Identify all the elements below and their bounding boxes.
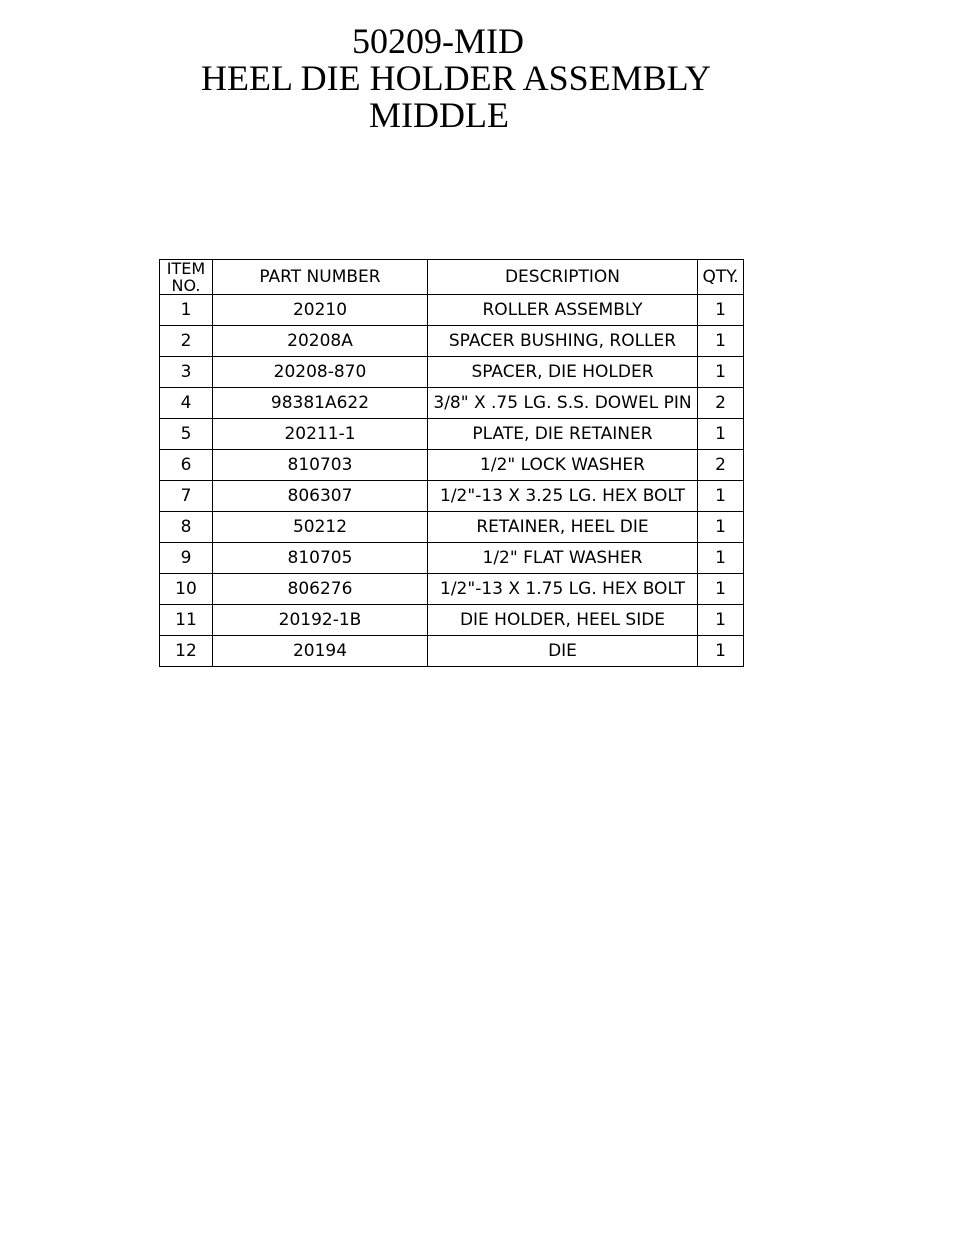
cell-description: SPACER BUSHING, ROLLER [428, 326, 698, 357]
table-row [160, 450, 744, 481]
cell-qty: 1 [698, 326, 744, 357]
cell-description: 1/2"-13 X 1.75 LG. HEX BOLT [428, 574, 698, 605]
cell-qty: 1 [698, 574, 744, 605]
cell-part-number: 806276 [213, 574, 428, 605]
cell-item-no: 8 [160, 512, 213, 543]
cell-qty: 1 [698, 419, 744, 450]
header-item-line1: ITEM [166, 259, 206, 278]
cell-part-number: 810705 [213, 543, 428, 574]
table-header [160, 260, 744, 295]
cell-qty: 1 [698, 481, 744, 512]
bill-of-materials-table [159, 259, 744, 667]
cell-part-number: 20211-1 [213, 419, 428, 450]
cell-item-no: 5 [160, 419, 213, 450]
cell-part-number: 20208A [213, 326, 428, 357]
header-item-line2: NO. [171, 276, 201, 295]
header-qty: QTY. [698, 260, 744, 295]
header-part-number: PART NUMBER [213, 260, 428, 295]
table-row [160, 574, 744, 605]
header-description: DESCRIPTION [428, 260, 698, 295]
cell-qty: 1 [698, 636, 744, 667]
cell-part-number: 810703 [213, 450, 428, 481]
table-row [160, 357, 744, 388]
cell-description: DIE [428, 636, 698, 667]
cell-item-no: 4 [160, 388, 213, 419]
cell-item-no: 2 [160, 326, 213, 357]
table-row [160, 605, 744, 636]
cell-qty: 1 [698, 543, 744, 574]
cell-part-number: 20210 [213, 295, 428, 326]
cell-description: 1/2"-13 X 3.25 LG. HEX BOLT [428, 481, 698, 512]
cell-description: SPACER, DIE HOLDER [428, 357, 698, 388]
cell-item-no: 9 [160, 543, 213, 574]
cell-item-no: 1 [160, 295, 213, 326]
cell-part-number: 20192-1B [213, 605, 428, 636]
cell-description: RETAINER, HEEL DIE [428, 512, 698, 543]
cell-part-number: 50212 [213, 512, 428, 543]
cell-qty: 1 [698, 295, 744, 326]
cell-qty: 2 [698, 450, 744, 481]
cell-part-number: 806307 [213, 481, 428, 512]
table-row [160, 388, 744, 419]
cell-description: 3/8" X .75 LG. S.S. DOWEL PIN [428, 388, 698, 419]
cell-description: 1/2" LOCK WASHER [428, 450, 698, 481]
page-title-assembly-name: HEEL DIE HOLDER ASSEMBLY [201, 58, 712, 98]
cell-qty: 1 [698, 357, 744, 388]
table-row [160, 636, 744, 667]
table-row [160, 481, 744, 512]
cell-item-no: 12 [160, 636, 213, 667]
cell-item-no: 10 [160, 574, 213, 605]
table-row [160, 543, 744, 574]
cell-item-no: 6 [160, 450, 213, 481]
cell-qty: 1 [698, 605, 744, 636]
page-title-part-number: 50209-MID [352, 21, 524, 61]
table-header-row [160, 260, 744, 295]
table-row [160, 419, 744, 450]
cell-description: ROLLER ASSEMBLY [428, 295, 698, 326]
table-body [160, 295, 744, 667]
table-row [160, 295, 744, 326]
cell-qty: 2 [698, 388, 744, 419]
cell-description: PLATE, DIE RETAINER [428, 419, 698, 450]
header-item-no [160, 260, 213, 295]
cell-item-no: 3 [160, 357, 213, 388]
cell-part-number: 20208-870 [213, 357, 428, 388]
cell-qty: 1 [698, 512, 744, 543]
table-row [160, 326, 744, 357]
cell-part-number: 98381A622 [213, 388, 428, 419]
cell-item-no: 7 [160, 481, 213, 512]
cell-description: 1/2" FLAT WASHER [428, 543, 698, 574]
cell-part-number: 20194 [213, 636, 428, 667]
cell-item-no: 11 [160, 605, 213, 636]
table-row [160, 512, 744, 543]
page-title-position: MIDDLE [369, 95, 509, 135]
cell-description: DIE HOLDER, HEEL SIDE [428, 605, 698, 636]
